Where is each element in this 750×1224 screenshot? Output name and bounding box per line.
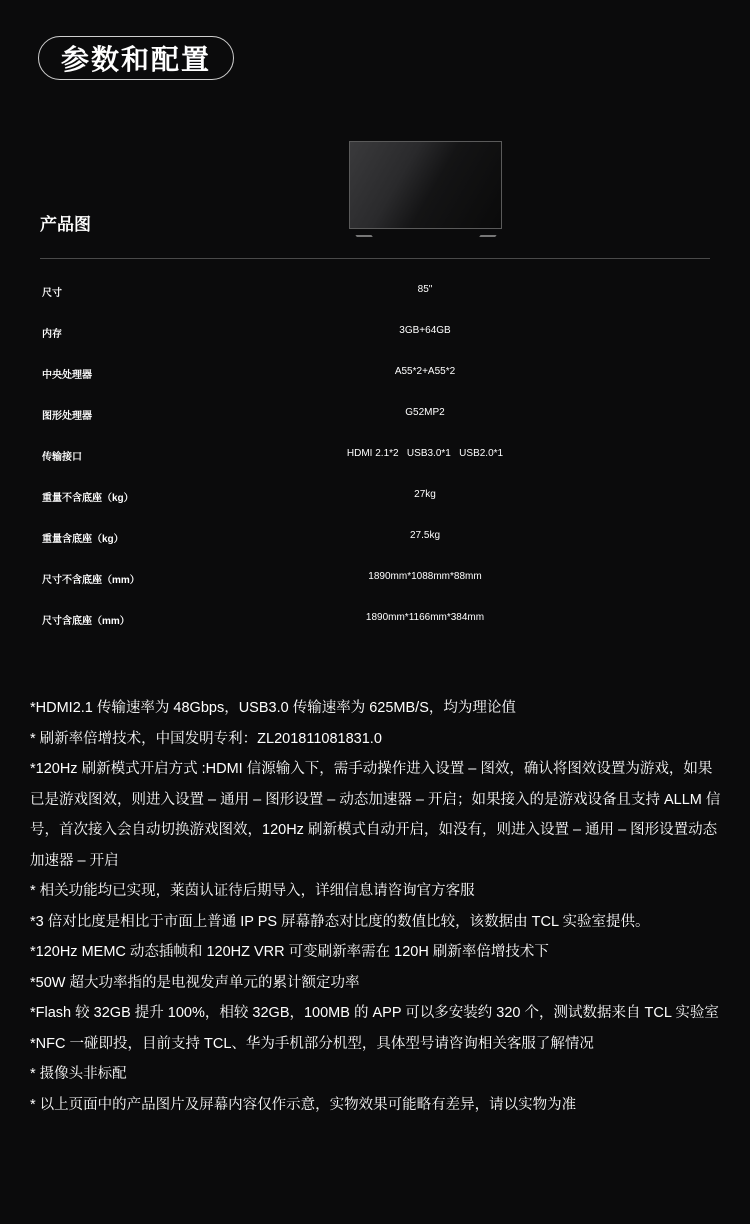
spec-row-memory — [0, 311, 750, 352]
spec-label: 中央处理器 — [42, 370, 92, 381]
product-image-label: 产品图 — [40, 215, 91, 234]
spec-row-weight-no-stand — [0, 475, 750, 516]
footnote: * 相关功能均已实现，莱茵认证待后期导入，详细信息请咨询官方客服 — [30, 883, 475, 899]
spec-label: 重量含底座（kg） — [42, 534, 124, 545]
footnote: *120Hz 刷新模式开启方式 :HDMI 信源输入下，需手动操作进入设置 – 图效，确认将图效设置为游戏，如果已是游戏图效，则进入设置 – 通用 – 图形设置 – 动态加速器 – 开启；如果接入的是游戏设备且支持 ALLM 信号，首次接入会自动切换游戏图效，120Hz 刷新模式自动开启，如没有，则进入设置 – 通用 – 图形设置动态加速器 – 开启 — [30, 761, 721, 869]
spec-label: 尺寸不含底座（mm） — [42, 575, 140, 586]
spec-row-size — [0, 270, 750, 311]
footnote: * 以上页面中的产品图片及屏幕内容仅作示意，实物效果可能略有差异，请以实物为准 — [30, 1096, 577, 1113]
spec-value: 27kg — [414, 489, 436, 500]
tv-screen — [349, 141, 502, 229]
footnote: *HDMI2.1 传输速率为 48Gbps，USB3.0 传输速率为 625MB/S，均为理论值 — [30, 700, 516, 716]
spec-label: 图形处理器 — [42, 411, 92, 422]
spec-label: 重量不含底座（kg） — [42, 493, 134, 504]
spec-value: 85" — [417, 284, 433, 295]
footnote: *3 倍对比度是相比于市面上普通 IP PS 屏幕静态对比度的数值比较，该数据由 TCL 实验室提供。 — [30, 913, 650, 930]
spec-label: 内存 — [42, 329, 62, 340]
footnotes — [30, 693, 724, 1120]
footnote: *120Hz MEMC 动态插帧和 120HZ VRR 可变刷新率需在 120H 刷新率倍增技术下 — [30, 944, 549, 960]
footnote: *NFC 一碰即投，目前支持 TCL、华为手机部分机型，具体型号请咨询相关客服了解情况 — [30, 1035, 594, 1052]
spec-row-dimensions-with-stand — [0, 598, 750, 639]
spec-value: HDMI 2.1*2 USB3.0*1 USB2.0*1 — [346, 448, 504, 459]
spec-row-dimensions-no-stand — [0, 557, 750, 598]
spec-row-cpu — [0, 352, 750, 393]
tv-stand-right — [479, 229, 501, 237]
spec-row-weight-with-stand — [0, 516, 750, 557]
spec-label: 传输接口 — [42, 452, 82, 463]
spec-table — [0, 270, 750, 639]
footnote: * 摄像头非标配 — [30, 1066, 127, 1082]
footnote: * 刷新率倍增技术，中国发明专利：ZL201811081831.0 — [30, 730, 382, 747]
tv-stand-left — [351, 229, 373, 237]
spec-value: 1890mm*1088mm*88mm — [368, 571, 482, 582]
footnote: *50W 超大功率指的是电视发声单元的累计额定功率 — [30, 974, 360, 991]
spec-label: 尺寸 — [42, 288, 62, 299]
spec-value: G52MP2 — [405, 407, 445, 418]
spec-row-gpu — [0, 393, 750, 434]
tv-product-image — [346, 138, 506, 240]
section-title: 参数和配置 — [38, 36, 234, 80]
spec-value: 27.5kg — [409, 530, 441, 541]
spec-row-ports — [0, 434, 750, 475]
divider — [40, 258, 710, 259]
spec-value: 1890mm*1166mm*384mm — [365, 612, 485, 623]
footnote: *Flash 较 32GB 提升 100%，相较 32GB，100MB 的 APP 可以多安装约 320 个，测试数据来自 TCL 实验室 — [30, 1005, 719, 1021]
spec-value: 3GB+64GB — [399, 325, 451, 336]
spec-label: 尺寸含底座（mm） — [42, 616, 130, 627]
spec-value: A55*2+A55*2 — [394, 366, 456, 377]
